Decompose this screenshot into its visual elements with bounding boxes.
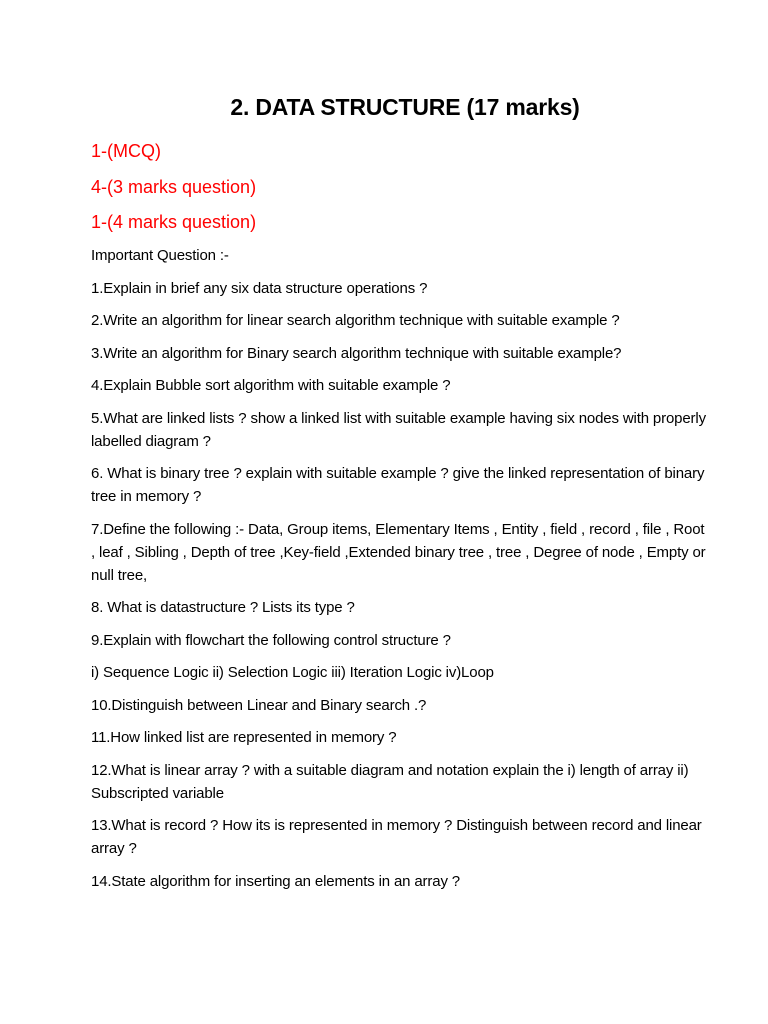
question-item: 9.Explain with flowchart the following control structure ? [91, 631, 451, 649]
question-item: 2.Write an algorithm for linear search algorithm technique with suitable example ? [91, 312, 620, 329]
question-item: 3.Write an algorithm for Binary search algorithm technique with suitable example? [91, 344, 622, 362]
marks-breakdown [91, 139, 256, 246]
questions-section [91, 244, 711, 902]
question-item: 12.What is linear array ? with a suitable diagram and notation explain the i) length of array ii) Subscripted variable [91, 761, 689, 802]
question-item: 14.State algorithm for inserting an elements in an array ? [91, 872, 461, 890]
question-item: 10.Distinguish between Linear and Binary search .? [91, 696, 427, 714]
page-title: 2. DATA STRUCTURE (17 marks) [230, 94, 580, 120]
section-heading: Important Question :- [91, 247, 229, 264]
question-item: 8. What is datastructure ? Lists its type ? [91, 599, 355, 616]
question-item: 6. What is binary tree ? explain with suitable example ? give the linked representation of binary tree in memory ? [91, 465, 705, 505]
question-subitems: i) Sequence Logic ii) Selection Logic iii) Iteration Logic iv)Loop [91, 664, 494, 681]
question-item: 7.Define the following :- Data, Group items, Elementary Items , Entity , field , record , file , Root , leaf , Sibling , Depth of tree ,Key-field ,Extended binary tree , tree , Degree of node , Empty or null tree, [91, 520, 706, 584]
question-item: 4.Explain Bubble sort algorithm with suitable example ? [91, 377, 451, 394]
marks-line-mcq: 1-(MCQ) [91, 141, 161, 161]
question-item: 13.What is record ? How its is represented in memory ? Distinguish between record and linear array ? [91, 817, 702, 857]
question-item: 5.What are linked lists ? show a linked list with suitable example having six nodes with properly labelled diagram ? [91, 409, 706, 450]
question-item: 1.Explain in brief any six data structure operations ? [91, 279, 428, 297]
marks-line-4-marks: 1-(4 marks question) [91, 212, 257, 232]
marks-line-3-marks: 4-(3 marks question) [91, 176, 257, 197]
question-item: 11.How linked list are represented in memory ? [91, 729, 397, 746]
